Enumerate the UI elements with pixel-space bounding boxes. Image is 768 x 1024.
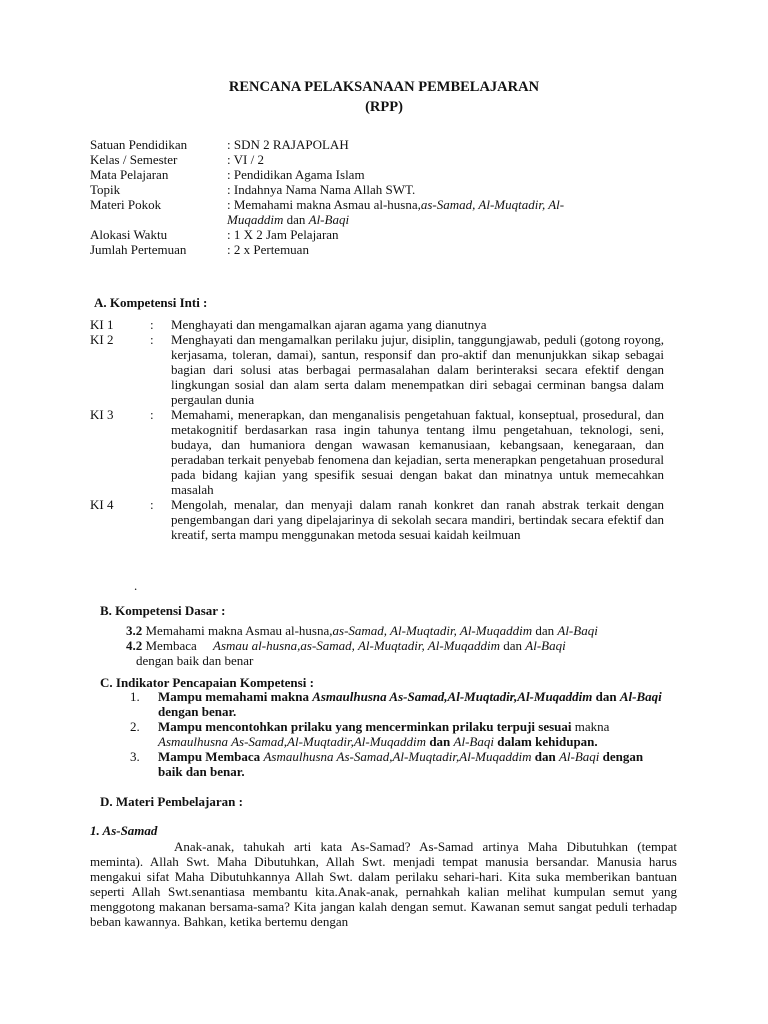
- kd-text: Membaca: [142, 638, 214, 653]
- indicator-italic: Al-Baqi: [558, 749, 600, 764]
- indicator-bold: Mampu Membaca: [158, 749, 264, 764]
- ki-code: KI 1: [90, 317, 114, 332]
- ki-colon: :: [150, 497, 154, 512]
- identity-table: [90, 137, 690, 257]
- indicator-item: [130, 689, 670, 719]
- indicator-plain: makna: [571, 719, 610, 734]
- kd-text: dan: [499, 638, 526, 653]
- indicator-text: [158, 719, 670, 749]
- indicator-italic: Al-Baqi: [619, 689, 662, 704]
- meta-value: : Indahnya Nama Nama Allah SWT.: [227, 182, 416, 197]
- ki-code: KI 2: [90, 332, 114, 347]
- basic-competency-list: [126, 623, 686, 668]
- meta-row-alokasi: [90, 227, 690, 242]
- ki-text: Mengolah, menalar, dan menyaji dalam ranah konkret dan ranah abstrak terkait dengan pengembangan dari yang dipelajarinya di sekolah secara mandiri, bertindak secara efektif dan kreatif, serta mampu menggunakan metoda sesuai kaidah keilmuan: [171, 497, 664, 542]
- indicator-bold: dengan benar.: [158, 704, 237, 719]
- ki-item: [90, 407, 664, 497]
- ki-item: [90, 497, 664, 542]
- section-d-heading: D. Materi Pembelajaran :: [100, 794, 243, 809]
- section-b-heading: B. Kompetensi Dasar :: [100, 603, 226, 618]
- meta-value-italic: Muqaddim: [227, 212, 284, 227]
- indicator-italic: Al-Baqi: [453, 734, 494, 749]
- meta-value-text: dan: [283, 212, 309, 227]
- meta-value-italic: Al-Baqi: [308, 212, 350, 227]
- meta-label: Mata Pelajaran: [90, 167, 169, 182]
- meta-row-mapel: [90, 167, 690, 182]
- meta-label: Satuan Pendidikan: [90, 137, 188, 152]
- meta-label: Jumlah Pertemuan: [90, 242, 187, 257]
- indicator-item: [130, 719, 670, 749]
- indicator-bold: dalam kehidupan.: [493, 734, 598, 749]
- ki-text: Menghayati dan mengamalkan perilaku jujur, disiplin, tanggungjawab, peduli (gotong royong, kerjasama, toleran, damai), santun, responsif dan pro-aktif dan menunjukkan sikap sebagai bagian dari solusi atas berbagai permasalahan dalam berinteraksi secara efektif dengan lingkungan sosial dan alam serta dalam menempatkan diri sebagai cerminan bangsa dalam pergaulan dunia: [171, 332, 664, 407]
- kd-text: Memahami makna Asmau al-husna,: [142, 623, 333, 638]
- section-a-heading: A. Kompetensi Inti :: [94, 295, 208, 310]
- meta-row-satuan: [90, 137, 690, 152]
- indicator-italic: Asmaulhusna As-Samad,Al-Muqtadir,Al-Muqaddim: [158, 734, 427, 749]
- indicator-italic: Asmaulhusna As-Samad,Al-Muqtadir,Al-Muqaddim: [312, 689, 593, 704]
- indicator-italic: Asmaulhusna As-Samad,Al-Muqtadir,Al-Muqaddim: [263, 749, 532, 764]
- kd-italic: Asmau al-husna,as-Samad, Al-Muqtadir, Al-Muqaddim: [213, 638, 500, 653]
- indicator-bold: Mampu memahami makna: [158, 689, 313, 704]
- meta-value: : SDN 2 RAJAPOLAH: [227, 137, 349, 152]
- ki-code: KI 3: [90, 407, 114, 422]
- indicator-item: [130, 749, 670, 779]
- meta-label: Materi Pokok: [90, 197, 162, 212]
- indicator-bold: Mampu mencontohkan prilaku yang mencerminkan prilaku terpuji sesuai: [158, 719, 572, 734]
- indicator-text: [158, 749, 670, 779]
- ki-colon: :: [150, 317, 154, 332]
- ki-text: Memahami, menerapkan, dan menganalisis pengetahuan faktual, konseptual, prosedural, dan metakognitif berdasarkan rasa ingin tahunya tentang ilmu pengetahuan, teknologi, seni, budaya, dan humaniora dengan wawasan kemanusiaan, kebangsaan, kenegaraan, dan peradaban terkait penyebab fenomena dan kejadian, serta menerapkan pengetahuan prosedural pada bidang kajian yang spesifik sesuai dengan bakat dan minatnya untuk memecahkan masalah: [171, 407, 664, 497]
- meta-row-pertemuan: [90, 242, 690, 257]
- ki-colon: :: [150, 407, 154, 422]
- indicator-bold: dengan baik dan benar.: [158, 749, 644, 779]
- kd-item: [126, 623, 686, 638]
- meta-value: : Pendidikan Agama Islam: [227, 167, 365, 182]
- meta-row-topik: [90, 182, 690, 197]
- kd-continuation: dengan baik dan benar: [136, 653, 254, 668]
- kd-number: 3.2: [126, 623, 143, 638]
- meta-value: : VI / 2: [227, 152, 264, 167]
- document-subtitle: (RPP): [365, 99, 403, 115]
- indicator-bold: dan: [531, 749, 559, 764]
- material-paragraph: Anak-anak, tahukah arti kata As-Samad? As-Samad artinya Maha Dibutuhkan (tempat meminta). Allah Swt. Maha Dibutuhkan, Allah Swt. menjadi tempat manusia bersandar. Manusia harus mengakui sifat Maha Dibutuhkannya Allah Swt. dalam perilaku sehari-hari. Kita suka memberikan bantuan seperti Allah Swt.senantiasa membantu kita.Anak-anak, pernahkah kalian melihat kumpulan semut yang menggotong makanan bersama-sama? Kita jangan kalah dengan semut. Kawanan semut sangat peduli terhadap beban kawannya. Bahkan, ketika bertemu dengan: [90, 839, 677, 929]
- ki-item: [90, 317, 664, 332]
- kd-number: 4.2: [126, 638, 143, 653]
- material-subtitle: 1. As-Samad: [90, 823, 158, 838]
- meta-label: Kelas / Semester: [90, 152, 178, 167]
- meta-value: : 2 x Pertemuan: [227, 242, 309, 257]
- meta-value-italic: as-Samad, Al-Muqtadir, Al-: [420, 197, 565, 212]
- meta-value-text: : Memahami makna Asmau al-husna,: [227, 197, 421, 212]
- meta-row-kelas: [90, 152, 690, 167]
- document-title: RENCANA PELAKSANAAN PEMBELAJARAN: [228, 79, 540, 95]
- indicator-text: [158, 689, 670, 719]
- kd-item: [126, 638, 686, 653]
- meta-value: [227, 197, 690, 227]
- indicator-number: 1.: [130, 689, 140, 704]
- kd-italic: Al-Baqi: [557, 623, 598, 638]
- kd-italic: as-Samad, Al-Muqtadir, Al-Muqaddim: [332, 623, 533, 638]
- meta-label: Topik: [90, 182, 121, 197]
- trailing-dot: .: [134, 578, 138, 593]
- section-c-heading: C. Indikator Pencapaian Kompetensi :: [100, 675, 314, 690]
- indicator-list: [130, 689, 670, 779]
- kd-text: dan: [532, 623, 558, 638]
- indicator-bold: dan: [426, 734, 454, 749]
- ki-code: KI 4: [90, 497, 114, 512]
- indicator-bold: dan: [592, 689, 620, 704]
- meta-label: Alokasi Waktu: [90, 227, 168, 242]
- meta-row-materi: [90, 197, 690, 227]
- kd-italic: Al-Baqi: [525, 638, 566, 653]
- ki-item: [90, 332, 664, 407]
- core-competency-list: [90, 317, 664, 542]
- indicator-number: 2.: [130, 719, 140, 734]
- meta-value: : 1 X 2 Jam Pelajaran: [227, 227, 339, 242]
- ki-colon: :: [150, 332, 154, 347]
- ki-text: Menghayati dan mengamalkan ajaran agama yang dianutnya: [171, 317, 487, 332]
- indicator-number: 3.: [130, 749, 140, 764]
